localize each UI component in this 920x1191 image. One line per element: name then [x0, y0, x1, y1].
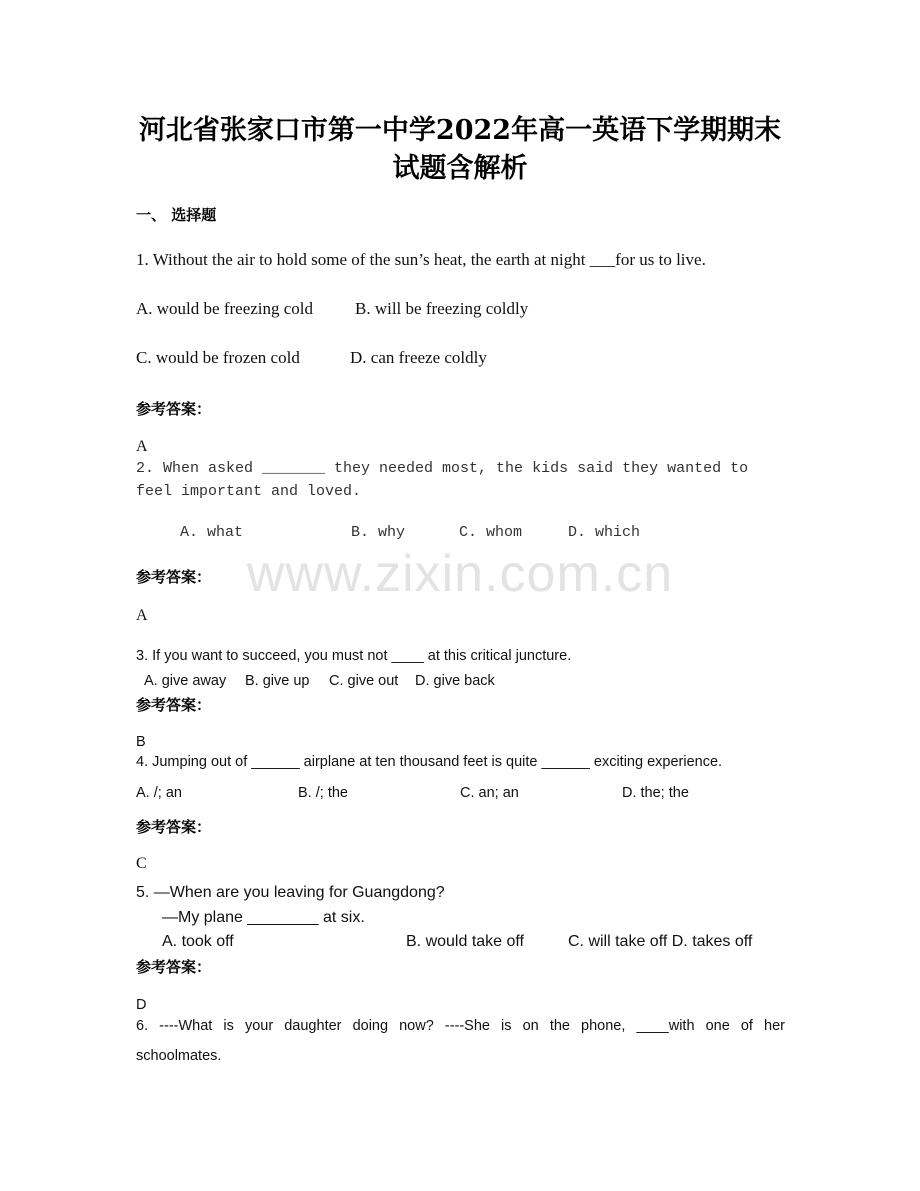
answer-label-1: 参考答案：	[136, 400, 212, 418]
question-1-answer: A	[136, 438, 148, 455]
answer-label-3: 参考答案：	[136, 696, 212, 714]
question-4-stem: 4. Jumping out of ______ airplane at ten thousand feet is quite ______ exciting experience.	[136, 754, 723, 770]
question-1-option-c: C. would be frozen cold	[136, 348, 300, 367]
question-6-stem-line2: schoolmates.	[136, 1048, 222, 1064]
question-3-stem: 3. If you want to succeed, you must not ____ at this critical juncture.	[136, 648, 572, 664]
document-title-line1: 河北省张家口市第一中学2022年高一英语下学期期末	[138, 115, 782, 146]
question-1-option-a: A. would be freezing cold	[136, 299, 314, 318]
question-5-option-b: B. would take off	[406, 933, 524, 950]
question-4-option-a: A. /; an	[136, 785, 182, 801]
question-2-option-c: C. whom	[459, 524, 523, 541]
section-heading: 一、 选择题	[136, 206, 217, 224]
question-5-option-cd: C. will take off D. takes off	[568, 933, 753, 950]
question-6-stem-line1: 6. ----What is your daughter doing now? ----She is on the phone, ____with one of her	[136, 1018, 785, 1034]
question-1-stem: 1. Without the air to hold some of the sun’s heat, the earth at night ___for us to live.	[136, 250, 706, 269]
question-2-answer: A	[136, 607, 148, 624]
question-1-option-b: B. will be freezing coldly	[355, 299, 529, 318]
question-4-option-c: C. an; an	[460, 785, 519, 801]
document-title-line2: 试题含解析	[392, 153, 528, 184]
question-5-line1: 5. —When are you leaving for Guangdong?	[136, 884, 445, 901]
answer-label-2: 参考答案：	[136, 568, 212, 586]
question-2-option-b: B. why	[351, 524, 406, 541]
question-2-stem-line2: feel important and loved.	[136, 483, 362, 500]
question-4-answer: C	[136, 855, 147, 872]
watermark: www.zixin.com.cn	[246, 545, 674, 603]
question-5-answer: D	[136, 997, 147, 1013]
question-3-option-d: D. give back	[415, 673, 495, 689]
question-3-option-b: B. give up	[245, 673, 310, 689]
question-3-answer: B	[136, 734, 146, 750]
question-2-option-d: D. which	[568, 524, 641, 541]
question-5-option-a: A. took off	[162, 933, 234, 950]
question-2-stem-line1: 2. When asked _______ they needed most, the kids said they wanted to	[136, 460, 749, 477]
question-2-option-a: A. what	[180, 524, 244, 541]
question-4-option-d: D. the; the	[622, 785, 689, 801]
question-3-option-c: C. give out	[329, 673, 399, 689]
question-3-option-a: A. give away	[144, 673, 227, 689]
question-5-line2: —My plane ________ at six.	[162, 909, 365, 926]
answer-label-4: 参考答案：	[136, 818, 212, 836]
question-4-option-b: B. /; the	[298, 785, 348, 801]
question-1-option-d: D. can freeze coldly	[350, 348, 487, 367]
answer-label-5: 参考答案：	[136, 958, 212, 976]
